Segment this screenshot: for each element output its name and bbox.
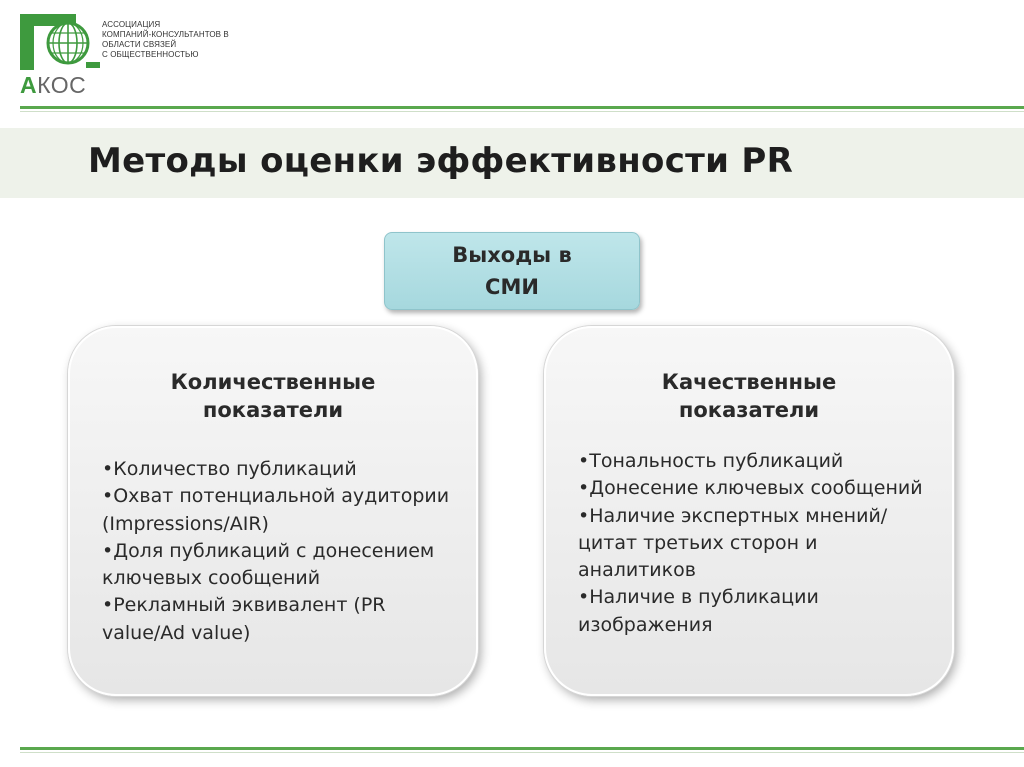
list-item (578, 584, 938, 639)
qualitative-list (578, 448, 938, 639)
list-item-text: Доля публикаций с донесением ключевых сообщений (102, 539, 435, 590)
slide-title: Методы оценки эффективности PR (88, 141, 794, 181)
list-item (578, 448, 938, 475)
top-divider (20, 106, 1024, 109)
list-item-text: Охват потенциальной аудитории (Impressions/AIR) (102, 485, 450, 535)
bullet: • (578, 586, 590, 609)
list-item (102, 456, 462, 483)
media-outputs-label: Выходы в СМИ (452, 243, 572, 299)
list-item (578, 503, 938, 585)
qualitative-heading: Качественные показатели (661, 370, 837, 422)
list-item (102, 592, 462, 647)
bullet: • (102, 539, 114, 562)
list-item (102, 538, 462, 593)
logo-abbreviation (20, 72, 86, 98)
quantitative-list (102, 456, 462, 647)
list-item-text: Тональность публикаций (589, 450, 844, 472)
logo-abbr-first: А (20, 72, 38, 98)
akos-logo (20, 14, 260, 98)
bullet: • (578, 477, 590, 500)
bottom-divider-thin (20, 752, 1024, 753)
quantitative-panel (68, 326, 478, 696)
bullet: • (102, 458, 114, 480)
bullet: • (578, 504, 590, 527)
bullet: • (102, 594, 114, 617)
list-item-text: Наличие экспертных мнений/цитат третьих сторон и аналитиков (578, 504, 888, 582)
bullet: • (102, 485, 114, 508)
list-item (102, 483, 462, 538)
list-item-text: Донесение ключевых сообщений (589, 477, 923, 500)
quantitative-heading: Количественные показатели (170, 370, 376, 422)
association-name: АССОЦИАЦИЯ КОМПАНИЙ-КОНСУЛЬТАНТОВ В ОБЛАСТИ СВЯЗЕЙ С ОБЩЕСТВЕННОСТЬЮ (102, 20, 229, 59)
list-item (578, 475, 938, 502)
globe-logo-icon (20, 14, 106, 72)
list-item-text: Количество публикаций (113, 458, 357, 480)
media-outputs-box (384, 232, 640, 310)
logo-abbr-rest: КОС (37, 72, 87, 98)
bullet: • (578, 450, 590, 472)
list-item-text: Наличие в публикации изображения (578, 586, 819, 636)
qualitative-panel (544, 326, 954, 696)
top-divider-thin (20, 111, 1024, 112)
bottom-divider (20, 747, 1024, 750)
list-item-text: Рекламный эквивалент (PR value/Ad value) (102, 594, 386, 644)
